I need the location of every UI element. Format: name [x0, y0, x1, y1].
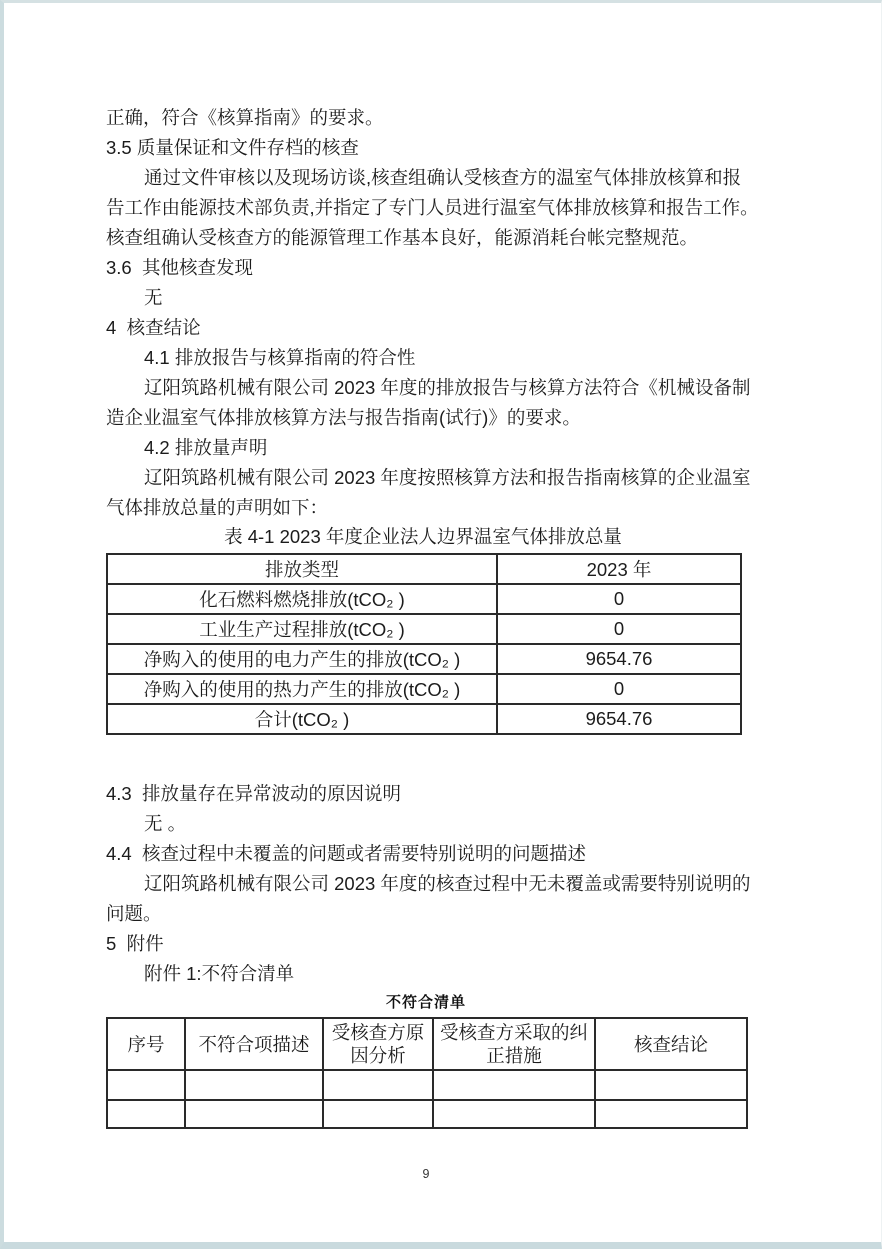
table-row: [107, 584, 741, 614]
row-value: 0: [497, 584, 741, 614]
section-heading-4-3: 4.3 排放量存在异常波动的原因说明: [106, 783, 401, 804]
section-heading-3-6: 3.6 其他核查发现: [106, 257, 253, 278]
row-value: 9654.76: [497, 644, 741, 674]
row-value: 0: [497, 674, 741, 704]
text-line: 正确，符合《核算指南》的要求。: [106, 107, 384, 128]
header-cell-emission-type: 排放类型: [107, 554, 497, 584]
page-content: [106, 103, 771, 1181]
text-line: 无: [144, 287, 163, 308]
table-row: [107, 614, 741, 644]
header-cell-cause-analysis: 受核查方原因分析: [323, 1018, 433, 1070]
section-heading-4-1: 4.1 排放报告与核算指南的符合性: [144, 347, 416, 368]
header-cell-year: 2023 年: [497, 554, 741, 584]
text-line: 告工作由能源技术部负责,并指定了专门人员进行温室气体排放核算和报告工作。: [106, 197, 759, 218]
spacer: [106, 735, 771, 779]
attachment-label: 附件 1:不符合清单: [144, 963, 295, 984]
nonconformity-table-title: 不符合清单: [385, 994, 466, 1011]
text-line: 气体排放总量的声明如下：: [106, 497, 329, 518]
row-label: 化石燃料燃烧排放(tCO₂ ): [107, 584, 497, 614]
table-header-row: [107, 554, 741, 584]
empty-table-row: [107, 1070, 747, 1100]
section-heading-4-4: 4.4 核查过程中未覆盖的问题或者需要特别说明的问题描述: [106, 843, 586, 864]
row-value: 0: [497, 614, 741, 644]
section-heading-4-2: 4.2 排放量声明: [144, 437, 268, 458]
row-label: 合计(tCO₂ ): [107, 704, 497, 734]
page-number: 9: [422, 1167, 430, 1181]
text-line: 辽阳筑路机械有限公司 2023 年度的核查过程中无未覆盖或需要特别说明的: [144, 873, 751, 894]
empty-table-row: [107, 1100, 747, 1128]
table-row: [107, 674, 741, 704]
section-heading-4: 4 核查结论: [106, 317, 201, 338]
row-label: 工业生产过程排放(tCO₂ ): [107, 614, 497, 644]
text-line: 造企业温室气体排放核算方法与报告指南(试行)》的要求。: [106, 407, 581, 428]
table-caption: 表 4-1 2023 年度企业法人边界温室气体排放总量: [224, 526, 622, 547]
row-label: 净购入的使用的热力产生的排放(tCO₂ ): [107, 674, 497, 704]
text-line: 辽阳筑路机械有限公司 2023 年度的排放报告与核算方法符合《机械设备制: [144, 377, 751, 398]
row-value: 9654.76: [497, 704, 741, 734]
text-line: 核查组确认受核查方的能源管理工作基本良好，能源消耗台帐完整规范。: [106, 227, 699, 248]
header-cell-verification-conclusion: 核查结论: [595, 1018, 747, 1070]
table-row: [107, 644, 741, 674]
header-cell-seq: 序号: [107, 1018, 185, 1070]
header-cell-nonconformity-desc: 不符合项描述: [185, 1018, 323, 1070]
text-line: 无 。: [144, 813, 187, 834]
text-line: 问题。: [106, 903, 162, 924]
row-label: 净购入的使用的电力产生的排放(tCO₂ ): [107, 644, 497, 674]
table-total-row: [107, 704, 741, 734]
header-cell-corrective-action: 受核查方采取的纠正措施: [433, 1018, 595, 1070]
section-heading-5: 5 附件: [106, 933, 164, 954]
nonconformity-table: [106, 1017, 748, 1129]
section-heading-3-5: 3.5 质量保证和文件存档的核查: [106, 137, 359, 158]
text-line: 通过文件审核以及现场访谈,核查组确认受核查方的温室气体排放核算和报: [144, 167, 742, 188]
emissions-table: [106, 553, 742, 735]
text-line: 辽阳筑路机械有限公司 2023 年度按照核算方法和报告指南核算的企业温室: [144, 467, 751, 488]
table-header-row: [107, 1018, 747, 1070]
